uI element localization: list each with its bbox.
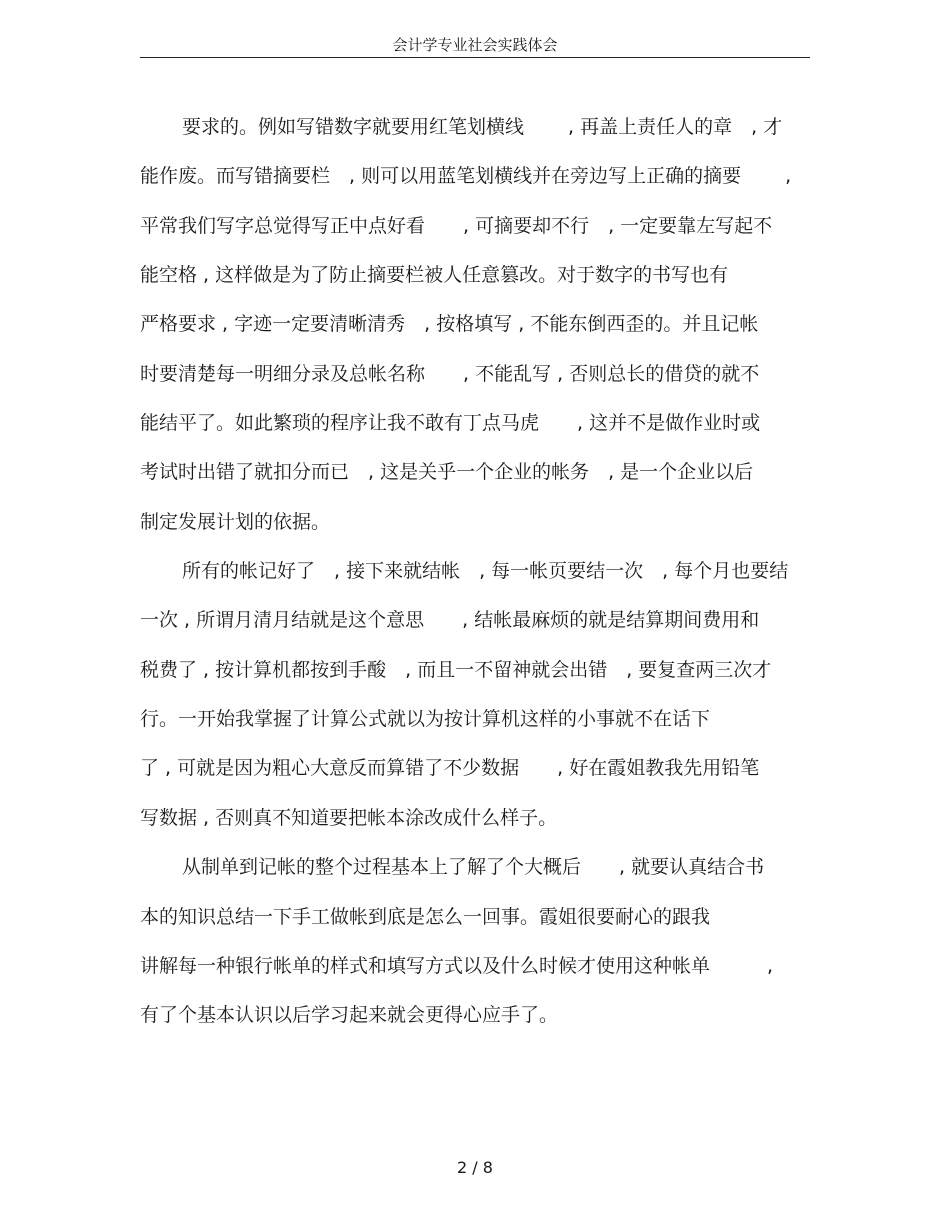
text-line: 能作废。而写错摘要栏 , 则可以用蓝笔划横线并在旁边写上正确的摘要 ,	[140, 165, 792, 188]
text-line: 制定发展计划的依据。	[140, 510, 331, 533]
text-line: 考试时出错了就扣分而已 , 这是关乎一个企业的帐务 , 是一个企业以后	[140, 461, 754, 484]
text-line: 要求的。例如写错数字就要用红笔划横线 , 再盖上责任人的章 , 才	[182, 116, 783, 138]
text-line: 本的知识总结一下手工做帐到底是怎么一回事。霞姐很要耐心的跟我	[140, 905, 711, 928]
text-line: 一次 , 所谓月清月结就是这个意思 , 结帐最麻烦的就是结算期间费用和	[140, 609, 760, 632]
header-divider	[140, 57, 810, 58]
document-body	[140, 103, 810, 1041]
text-line: 税费了 , 按计算机都按到手酸 , 而且一不留神就会出错 , 要复查两三次才	[140, 658, 772, 681]
text-line: 有了个基本认识以后学习起来就会更得心应手了。	[140, 1004, 559, 1027]
document-header-title: 会计学专业社会实践体会	[392, 36, 558, 54]
page-number: 2 / 8	[457, 1158, 493, 1177]
text-line: 平常我们写字总觉得写正中点好看 , 可摘要却不行 , 一定要靠左写起不	[140, 214, 773, 237]
text-line: 写数据 , 否则真不知道要把帐本涂改成什么样子。	[140, 806, 558, 829]
text-line: 能空格 , 这样做是为了防止摘要栏被人任意篡改。对于数字的书写也有	[140, 264, 729, 287]
text-line: 了 , 可就是因为粗心大意反而算错了不少数据 , 好在霞姐教我先用铅笔	[140, 757, 760, 780]
text-line: 从制单到记帐的整个过程基本上了解了个大概后 , 就要认真结合书	[182, 856, 765, 879]
text-line: 能结平了。如此繁琐的程序让我不敢有丁点马虎 , 这并不是做作业时或	[140, 412, 761, 435]
text-line: 所有的帐记好了 , 接下来就结帐 , 每一帐页要结一次 , 每个月也要结	[182, 560, 789, 583]
text-line: 时要清楚每一明细分录及总帐名称 , 不能乱写 , 否则总长的借贷的就不	[140, 362, 760, 385]
text-line: 行。一开始我掌握了计算公式就以为按计算机这样的小事就不在话下	[140, 708, 711, 731]
text-line: 讲解每一种银行帐单的样式和填写方式以及什么时候才使用这种帐单 ,	[140, 954, 774, 977]
text-line: 严格要求 , 字迹一定要清晰清秀 , 按格填写 , 不能东倒西歪的。并且记帐	[140, 313, 759, 336]
